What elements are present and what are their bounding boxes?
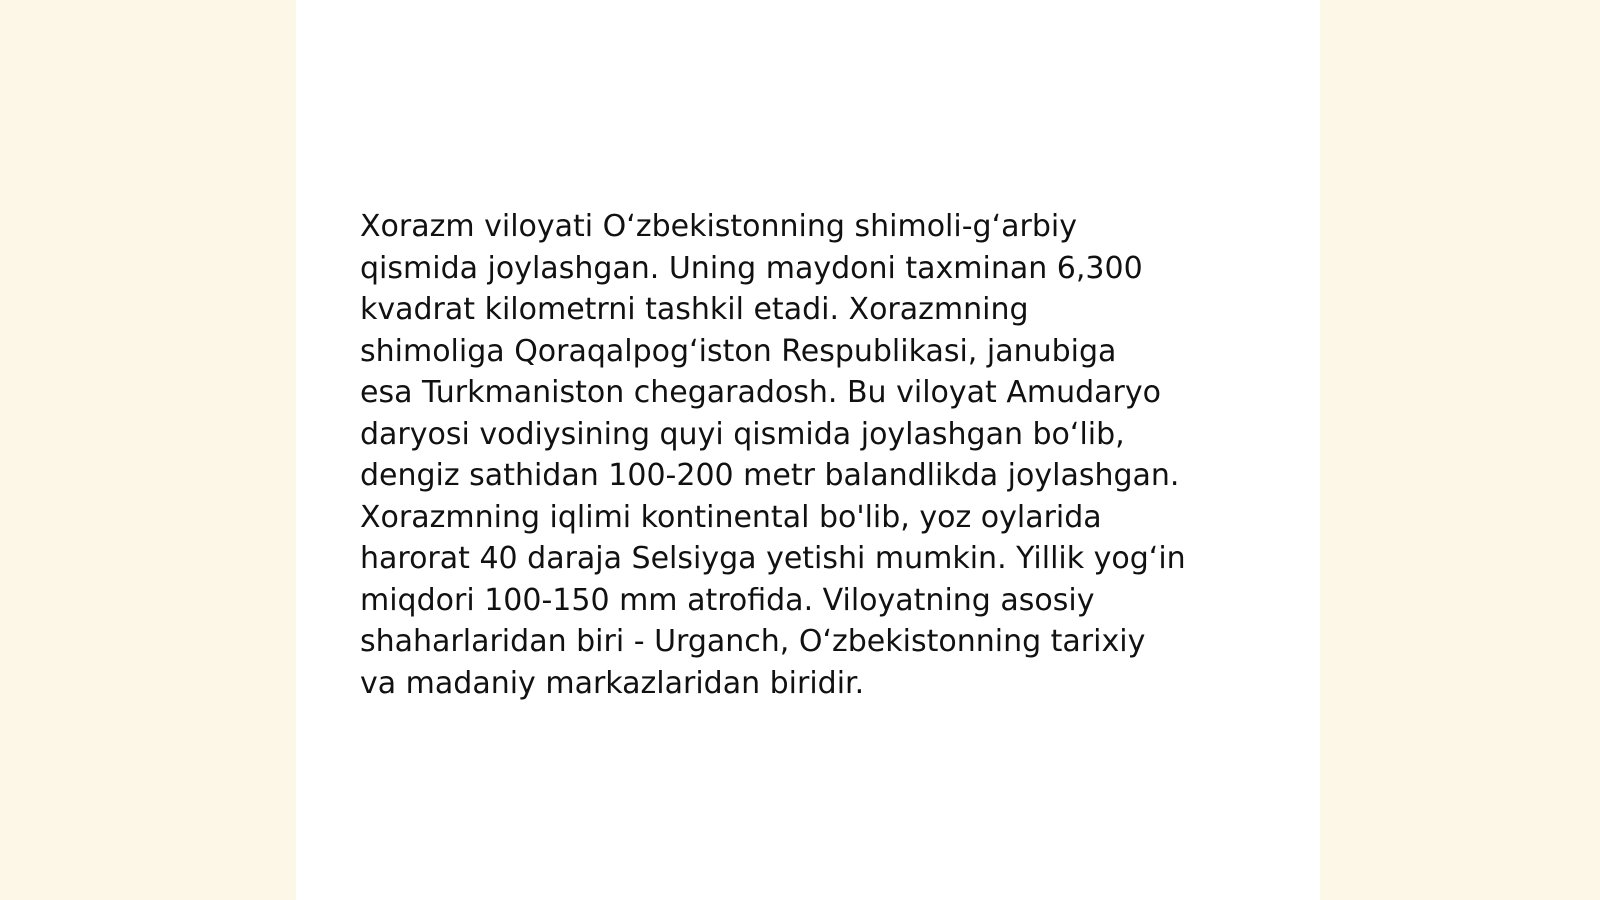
paragraph-line: kvadrat kilometrni tashkil etadi. Xorazmning [360, 292, 1029, 327]
paragraph-line: daryosi vodiysining quyi qismida joylashgan bo‘lib, [360, 416, 1125, 452]
body-paragraph [360, 206, 1260, 704]
paragraph-line: Xorazm viloyati O‘zbekistonning shimoli-g‘arbiy [360, 209, 1077, 244]
paragraph-line: dengiz sathidan 100-200 metr balandlikda joylashgan. [360, 458, 1180, 493]
paragraph-line: harorat 40 daraja Selsiyga yetishi mumkin. Yillik yog‘in [360, 541, 1186, 576]
paragraph-line: Xorazmning iqlimi kontinental bo'lib, yoz oylarida [360, 499, 1102, 535]
paragraph-line: qismida joylashgan. Uning maydoni taxminan 6,300 [360, 250, 1143, 286]
paragraph-line: esa Turkmaniston chegaradosh. Bu viloyat Amudaryo [360, 375, 1161, 410]
document-page [296, 0, 1320, 900]
paragraph-line: miqdori 100-150 mm atrofida. Viloyatning asosiy [360, 582, 1095, 618]
paragraph-line: shimoliga Qoraqalpog‘iston Respublikasi, janubiga [360, 333, 1117, 369]
paragraph-line: shaharlaridan biri - Urganch, O‘zbekistonning tarixiy [360, 624, 1146, 659]
paragraph-line: va madaniy markazlaridan biridir. [360, 665, 865, 701]
